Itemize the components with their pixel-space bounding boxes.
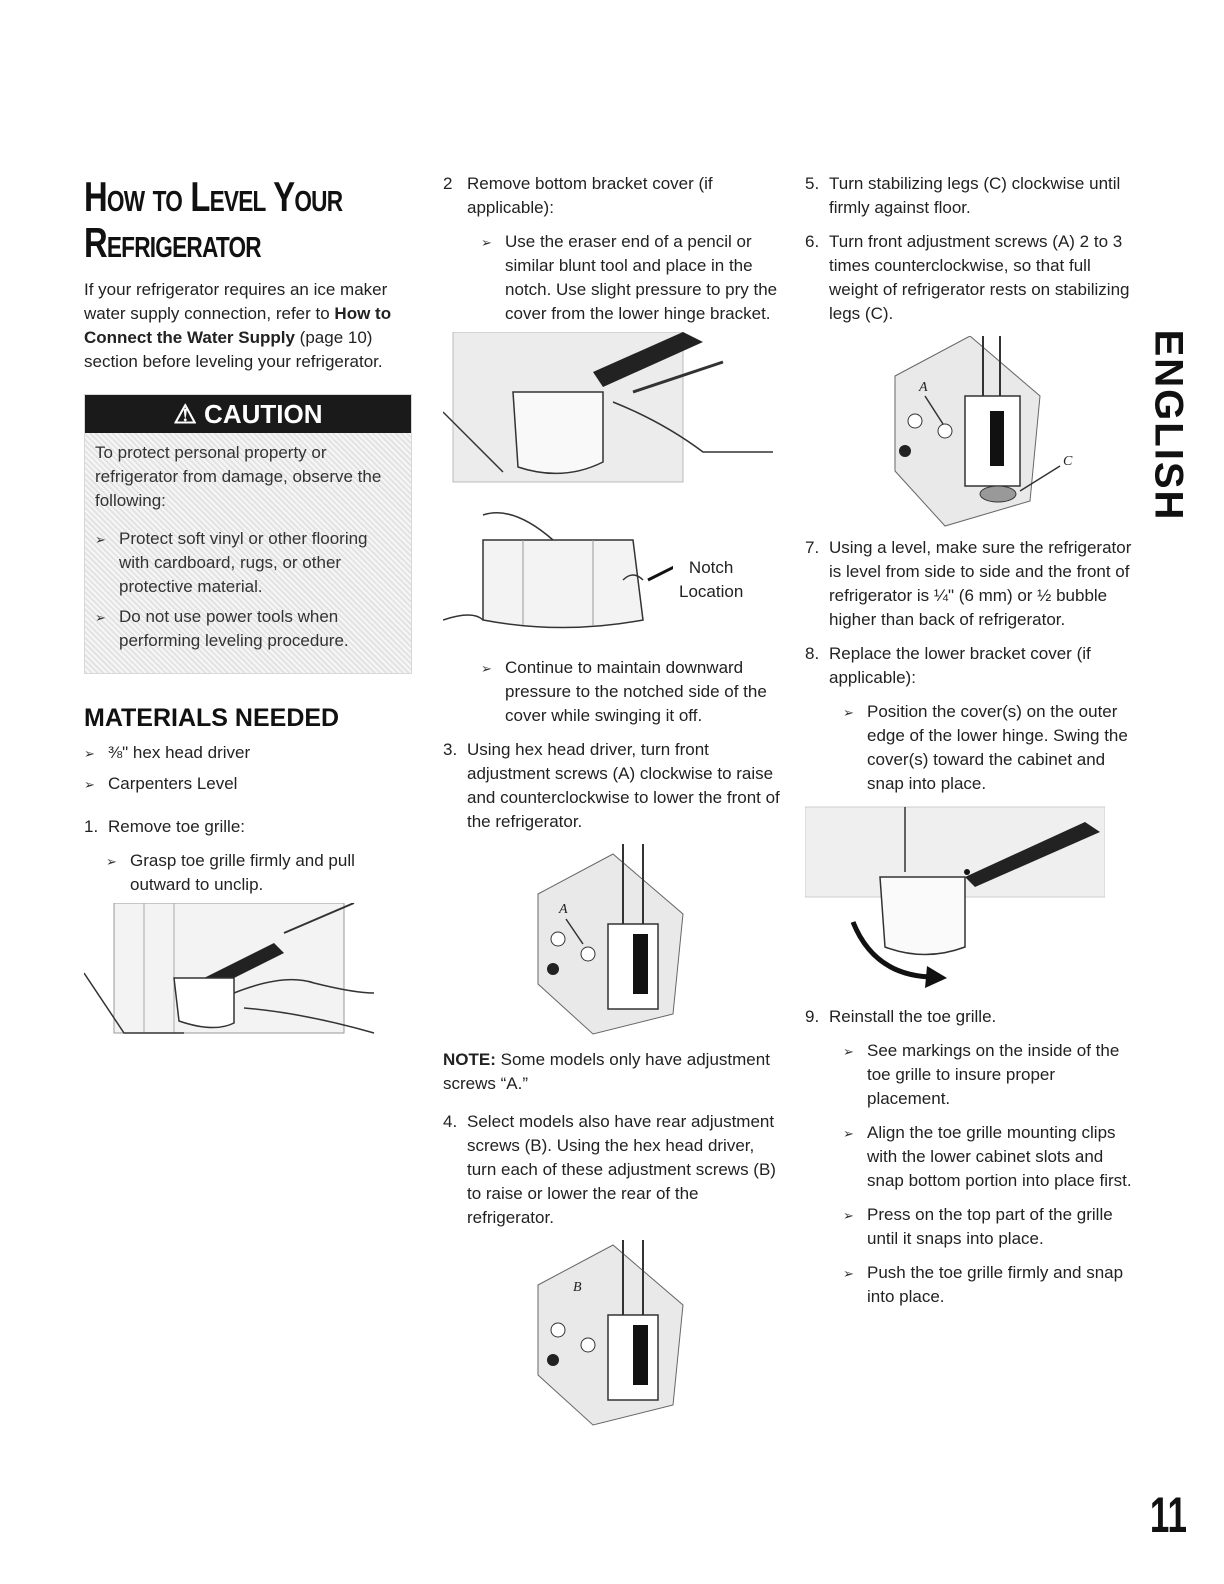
column-middle (443, 172, 783, 1435)
bullet-arrow-icon: ➢ (843, 1044, 854, 1059)
leg-label-c: C (1063, 454, 1073, 469)
bullet-arrow-icon: ➢ (843, 705, 854, 720)
step-2-sub: ➢ Use the eraser end of a pencil or similar blunt tool and place in the notch. Use slight pressure to pry the cover from the lower hinge bracket. (443, 230, 783, 326)
step-5: 5. Turn stabilizing legs (C) clockwise until firmly against floor. (805, 174, 1121, 217)
note: NOTE: Some models only have adjustment screws “A.” (443, 1050, 770, 1093)
bullet-arrow-icon: ➢ (84, 777, 95, 792)
step-2: 2 Remove bottom bracket cover (if applicable): (443, 174, 713, 217)
step-1: 1. Remove toe grille: (84, 817, 246, 836)
language-side-tab: ENGLISH (1146, 329, 1191, 521)
bracket-cover-pencil-illustration (443, 332, 783, 492)
step-8-sub: ➢ Position the cover(s) on the outer edge of the lower hinge. Swing the cover(s) toward the cabinet and snap into place. (805, 700, 1135, 796)
materials-heading: MATERIALS NEEDED (84, 704, 340, 732)
column-left (84, 172, 414, 1061)
warning-triangle-icon: ⚠ (173, 399, 197, 429)
material-item: ➢ Carpenters Level (84, 772, 414, 797)
caution-item: ➢ Protect soft vinyl or other flooring with cardboard, rugs, or other protective material. (95, 527, 401, 599)
step-9-sub: ➢ See markings on the inside of the toe grille to insure proper placement. (805, 1039, 1135, 1111)
step-6: 6. Turn front adjustment screws (A) 2 to 3 times counterclockwise, so that full weight of refrigerator rests on stabilizing legs (C). (805, 232, 1130, 323)
step-9: 9. Reinstall the toe grille. (805, 1007, 997, 1026)
stabilizing-leg-figure (805, 336, 1135, 536)
screw-label-a: A (559, 902, 568, 917)
caution-box (84, 394, 412, 674)
step-7: 7. Using a level, make sure the refrigerator is level from side to side and the front of refrigerator is ¼" (6 mm) or ½ bubble higher than back of refrigerator. (805, 538, 1132, 629)
notch-illustration (443, 500, 673, 650)
bullet-arrow-icon: ➢ (481, 661, 492, 676)
front-adjustment-screw-illustration (443, 844, 783, 1044)
bullet-arrow-icon: ➢ (84, 746, 95, 761)
notch-location-figure (443, 500, 783, 650)
step-4: 4. Select models also have rear adjustment screws (B). Using the hex head driver, turn each of these adjustment screws (B) to raise or lower the rear of the refrigerator. (443, 1112, 776, 1227)
rear-screw-figure (443, 1240, 783, 1435)
bullet-arrow-icon: ➢ (95, 610, 106, 625)
bullet-arrow-icon: ➢ (106, 854, 117, 869)
screw-label-a: A (919, 380, 928, 395)
toe-grille-illustration (84, 903, 384, 1053)
material-item: ➢ ⅜" hex head driver (84, 741, 414, 766)
replace-bracket-cover-illustration (805, 802, 1105, 997)
bullet-arrow-icon: ➢ (481, 235, 492, 250)
bullet-arrow-icon: ➢ (843, 1208, 854, 1223)
caution-text: To protect personal property or refrigerator from damage, observe the following: (95, 443, 382, 510)
page-number: 11 (1149, 1487, 1187, 1543)
screw-label-b: B (573, 1280, 582, 1295)
caution-header: ⚠ CAUTION (85, 395, 411, 433)
front-screw-figure (443, 844, 783, 1044)
step-9-sub: ➢ Align the toe grille mounting clips with the lower cabinet slots and snap bottom portion into place first. (805, 1121, 1135, 1193)
water-supply-reference: How to Connect the Water Supply (84, 304, 392, 347)
column-right (805, 172, 1135, 1315)
step-9-sub: ➢ Press on the top part of the grille until it snaps into place. (805, 1203, 1135, 1251)
bullet-arrow-icon: ➢ (95, 532, 106, 547)
rear-adjustment-screw-illustration (443, 1240, 783, 1435)
step-2-sub2: ➢ Continue to maintain downward pressure to the notched side of the cover while swinging it off. (443, 656, 783, 728)
step-1-sub: ➢ Grasp toe grille firmly and pull outward to unclip. (84, 849, 414, 897)
step-8: 8. Replace the lower bracket cover (if applicable): (805, 644, 1091, 687)
step-9-sub: ➢ Push the toe grille firmly and snap into place. (805, 1261, 1135, 1309)
intro-paragraph: If your refrigerator requires an ice maker water supply connection, refer to How to Connect the Water Supply (page 10) section before leveling your refrigerator. (84, 280, 392, 371)
caution-item: ➢ Do not use power tools when performing leveling procedure. (95, 605, 401, 653)
notch-label: Notch Location (679, 558, 744, 601)
bullet-arrow-icon: ➢ (843, 1126, 854, 1141)
step-3: 3. Using hex head driver, turn front adjustment screws (A) clockwise to raise and counterclockwise to lower the front of the refrigerator. (443, 740, 780, 831)
bullet-arrow-icon: ➢ (843, 1266, 854, 1281)
stabilizing-leg-illustration (805, 336, 1135, 536)
page-title: How to Level Your Refrigerator (84, 173, 343, 266)
